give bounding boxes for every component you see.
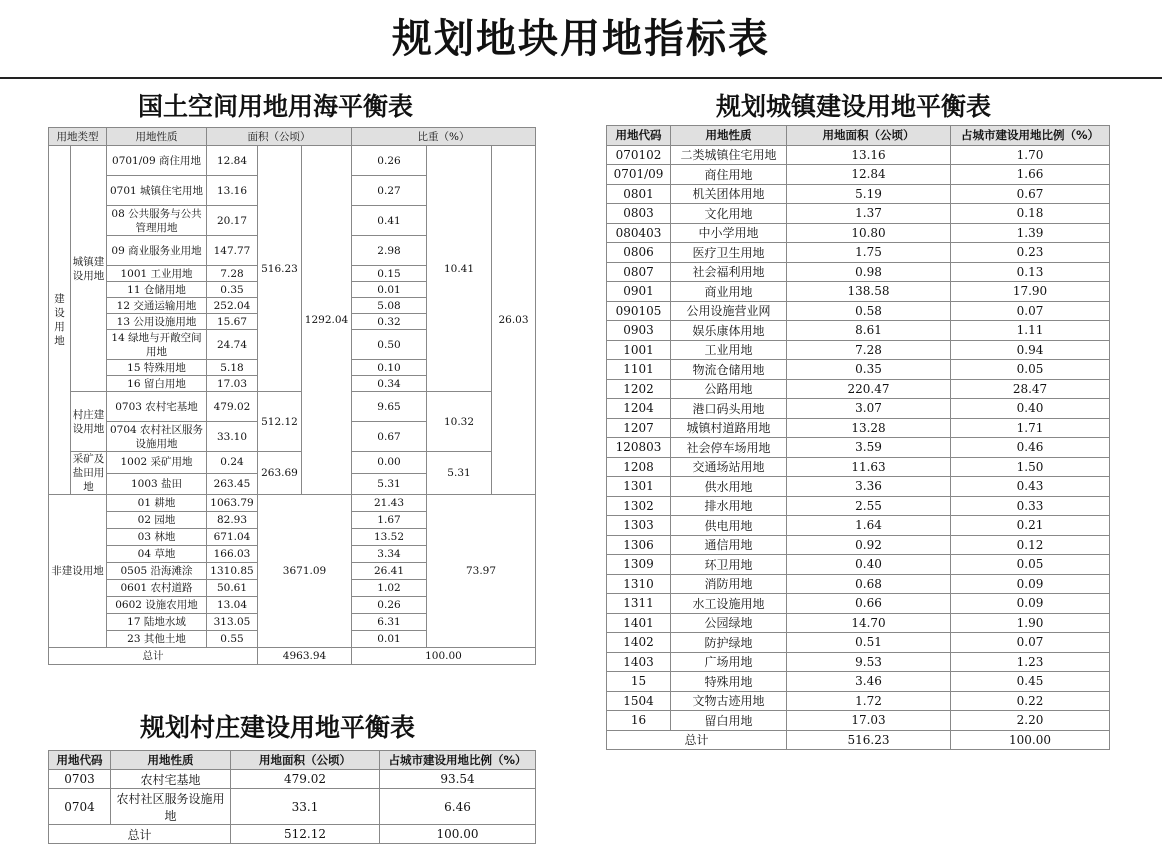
land-use-nature: 17 陆地水域 — [107, 614, 207, 631]
land-use-ratio: 1.02 — [352, 580, 427, 597]
table-row — [49, 495, 536, 512]
land-use-nature: 1001 工业用地 — [107, 266, 207, 282]
total-area: 516.23 — [787, 730, 951, 750]
total-ratio: 100.00 — [380, 825, 536, 844]
land-balance-title: 国土空间用地用海平衡表 — [138, 92, 414, 121]
table-row — [607, 360, 1110, 380]
urban-name-cell: 商住用地 — [671, 165, 787, 185]
table-row — [607, 301, 1110, 321]
urban-ratio-cell: 0.22 — [951, 691, 1110, 711]
land-use-area: 12.84 — [207, 146, 258, 176]
land-use-ratio: 3.34 — [352, 546, 427, 563]
urban-ratio-cell: 0.40 — [951, 399, 1110, 419]
village-name-cell: 农村社区服务设施用地 — [111, 789, 231, 825]
land-use-nature: 0601 农村道路 — [107, 580, 207, 597]
land-use-area: 17.03 — [207, 376, 258, 392]
urban-ratio-cell: 0.23 — [951, 243, 1110, 263]
table-row — [607, 672, 1110, 692]
table-row — [49, 392, 536, 422]
table-row — [607, 340, 1110, 360]
total-area: 4963.94 — [258, 648, 352, 665]
land-use-nature: 0703 农村宅基地 — [107, 392, 207, 422]
land-use-area: 0.35 — [207, 282, 258, 298]
village-header-ratio: 占城市建设用地比例（%） — [380, 751, 536, 770]
village-header-code: 用地代码 — [49, 751, 111, 770]
urban-area-cell: 3.59 — [787, 438, 951, 458]
land-use-nature: 09 商业服务业用地 — [107, 236, 207, 266]
group-label: 采矿及盐田用地 — [71, 452, 107, 495]
table-row — [607, 555, 1110, 575]
urban-area-cell: 220.47 — [787, 379, 951, 399]
land-use-area: 671.04 — [207, 529, 258, 546]
table-row — [49, 789, 536, 825]
urban-ratio-cell: 0.12 — [951, 535, 1110, 555]
village-header-area: 用地面积（公顷） — [231, 751, 380, 770]
land-use-nature: 0505 沿海滩涂 — [107, 563, 207, 580]
land-use-nature: 1002 采矿用地 — [107, 452, 207, 474]
urban-name-cell: 消防用地 — [671, 574, 787, 594]
table-row — [607, 184, 1110, 204]
table-row — [607, 223, 1110, 243]
land-use-area: 166.03 — [207, 546, 258, 563]
land-use-nature: 0701 城镇住宅用地 — [107, 176, 207, 206]
urban-name-cell: 社会停车场用地 — [671, 438, 787, 458]
land-use-area: 0.24 — [207, 452, 258, 474]
land-use-area: 5.18 — [207, 360, 258, 376]
land-use-nature: 04 草地 — [107, 546, 207, 563]
land-use-ratio: 0.34 — [352, 376, 427, 392]
urban-name-cell: 通信用地 — [671, 535, 787, 555]
urban-name-cell: 水工设施用地 — [671, 594, 787, 614]
urban-code-cell: 1310 — [607, 574, 671, 594]
urban-code-cell: 090105 — [607, 301, 671, 321]
village-ratio-cell: 93.54 — [380, 770, 536, 789]
urban-code-cell: 1202 — [607, 379, 671, 399]
urban-code-cell: 1403 — [607, 652, 671, 672]
land-use-area: 15.67 — [207, 314, 258, 330]
urban-area-cell: 13.28 — [787, 418, 951, 438]
urban-ratio-cell: 0.09 — [951, 594, 1110, 614]
urban-area-cell: 13.16 — [787, 145, 951, 165]
land-use-area: 20.17 — [207, 206, 258, 236]
urban-ratio-cell: 1.71 — [951, 418, 1110, 438]
urban-name-cell: 二类城镇住宅用地 — [671, 145, 787, 165]
urban-name-cell: 商业用地 — [671, 282, 787, 302]
urban-ratio-cell: 0.43 — [951, 477, 1110, 497]
urban-area-cell: 0.66 — [787, 594, 951, 614]
land-use-ratio: 26.41 — [352, 563, 427, 580]
table-row — [607, 438, 1110, 458]
urban-name-cell: 公园绿地 — [671, 613, 787, 633]
urban-code-cell: 1001 — [607, 340, 671, 360]
land-use-area: 13.04 — [207, 597, 258, 614]
urban-code-cell: 15 — [607, 672, 671, 692]
table-row — [49, 770, 536, 789]
non-construction-area-subtotal: 3671.09 — [258, 495, 352, 648]
urban-header-code: 用地代码 — [607, 126, 671, 146]
land-use-ratio: 0.50 — [352, 330, 427, 360]
land-use-nature: 08 公共服务与公共管理用地 — [107, 206, 207, 236]
table-row — [607, 516, 1110, 536]
urban-name-cell: 城镇村道路用地 — [671, 418, 787, 438]
land-header-ratio: 比重（%） — [352, 128, 536, 146]
urban-name-cell: 公路用地 — [671, 379, 787, 399]
table-row — [607, 457, 1110, 477]
urban-ratio-cell: 0.09 — [951, 574, 1110, 594]
urban-ratio-cell: 0.05 — [951, 360, 1110, 380]
urban-header-area: 用地面积（公顷） — [787, 126, 951, 146]
total-row — [49, 825, 536, 844]
urban-area-cell: 1.37 — [787, 204, 951, 224]
urban-code-cell: 0801 — [607, 184, 671, 204]
urban-area-cell: 10.80 — [787, 223, 951, 243]
table-row — [607, 477, 1110, 497]
land-use-nature: 11 仓储用地 — [107, 282, 207, 298]
land-use-nature: 14 绿地与开敞空间用地 — [107, 330, 207, 360]
land-use-nature: 23 其他土地 — [107, 631, 207, 648]
land-use-ratio: 0.01 — [352, 282, 427, 298]
land-use-nature: 03 林地 — [107, 529, 207, 546]
urban-header-ratio: 占城市建设用地比例（%） — [951, 126, 1110, 146]
urban-name-cell: 医疗卫生用地 — [671, 243, 787, 263]
urban-area-cell: 2.55 — [787, 496, 951, 516]
urban-ratio-cell: 0.07 — [951, 301, 1110, 321]
urban-ratio-cell: 0.05 — [951, 555, 1110, 575]
land-use-ratio: 6.31 — [352, 614, 427, 631]
urban-name-cell: 交通场站用地 — [671, 457, 787, 477]
total-ratio: 100.00 — [951, 730, 1110, 750]
urban-ratio-cell: 1.11 — [951, 321, 1110, 341]
land-use-ratio: 5.31 — [352, 473, 427, 495]
urban-area-cell: 8.61 — [787, 321, 951, 341]
group-area-subtotal: 512.12 — [258, 392, 302, 452]
land-use-area: 252.04 — [207, 298, 258, 314]
urban-area-cell: 5.19 — [787, 184, 951, 204]
group-label: 城镇建设用地 — [71, 146, 107, 392]
land-use-ratio: 1.67 — [352, 512, 427, 529]
table-row — [607, 165, 1110, 185]
urban-area-cell: 3.46 — [787, 672, 951, 692]
urban-area-cell: 0.40 — [787, 555, 951, 575]
urban-name-cell: 港口码头用地 — [671, 399, 787, 419]
table-row — [607, 418, 1110, 438]
land-use-area: 50.61 — [207, 580, 258, 597]
table-row — [607, 691, 1110, 711]
land-use-nature: 0701/09 商住用地 — [107, 146, 207, 176]
land-use-nature: 01 耕地 — [107, 495, 207, 512]
urban-area-cell: 7.28 — [787, 340, 951, 360]
urban-ratio-cell: 0.13 — [951, 262, 1110, 282]
land-use-ratio: 9.65 — [352, 392, 427, 422]
land-use-ratio: 0.00 — [352, 452, 427, 474]
table-row — [607, 574, 1110, 594]
urban-name-cell: 娱乐康体用地 — [671, 321, 787, 341]
urban-area-cell: 0.92 — [787, 535, 951, 555]
urban-ratio-cell: 1.23 — [951, 652, 1110, 672]
total-area: 512.12 — [231, 825, 380, 844]
urban-ratio-cell: 0.33 — [951, 496, 1110, 516]
urban-area-cell: 0.98 — [787, 262, 951, 282]
urban-ratio-cell: 0.18 — [951, 204, 1110, 224]
urban-code-cell: 1207 — [607, 418, 671, 438]
urban-area-cell: 11.63 — [787, 457, 951, 477]
urban-code-cell: 0901 — [607, 282, 671, 302]
urban-code-cell: 0807 — [607, 262, 671, 282]
table-row — [607, 594, 1110, 614]
urban-area-cell: 3.36 — [787, 477, 951, 497]
construction-area-subtotal: 1292.04 — [302, 146, 352, 495]
urban-code-cell: 070102 — [607, 145, 671, 165]
urban-area-cell: 9.53 — [787, 652, 951, 672]
land-use-ratio: 0.41 — [352, 206, 427, 236]
urban-code-cell: 1402 — [607, 633, 671, 653]
land-use-ratio: 5.08 — [352, 298, 427, 314]
urban-code-cell: 1208 — [607, 457, 671, 477]
land-use-nature: 16 留白用地 — [107, 376, 207, 392]
village-area-cell: 33.1 — [231, 789, 380, 825]
urban-code-cell: 120803 — [607, 438, 671, 458]
land-use-ratio: 21.43 — [352, 495, 427, 512]
land-use-area: 147.77 — [207, 236, 258, 266]
table-row — [607, 399, 1110, 419]
land-use-nature: 0602 设施农用地 — [107, 597, 207, 614]
urban-header-nature: 用地性质 — [671, 126, 787, 146]
land-use-area: 24.74 — [207, 330, 258, 360]
urban-area-cell: 138.58 — [787, 282, 951, 302]
urban-ratio-cell: 17.90 — [951, 282, 1110, 302]
table-row — [607, 145, 1110, 165]
table-row — [607, 379, 1110, 399]
urban-ratio-cell: 1.66 — [951, 165, 1110, 185]
urban-code-cell: 1204 — [607, 399, 671, 419]
land-use-nature: 0704 农村社区服务设施用地 — [107, 422, 207, 452]
group-area-subtotal: 516.23 — [258, 146, 302, 392]
urban-name-cell: 物流仓储用地 — [671, 360, 787, 380]
land-use-ratio: 0.67 — [352, 422, 427, 452]
land-use-area: 1310.85 — [207, 563, 258, 580]
land-use-area: 313.05 — [207, 614, 258, 631]
land-use-ratio: 0.10 — [352, 360, 427, 376]
urban-area-cell: 1.64 — [787, 516, 951, 536]
table-row — [49, 146, 536, 176]
urban-code-cell: 1504 — [607, 691, 671, 711]
land-header-type: 用地类型 — [49, 128, 107, 146]
land-header-area: 面积（公顷） — [207, 128, 352, 146]
urban-code-cell: 080403 — [607, 223, 671, 243]
non-construction-ratio-subtotal: 73.97 — [427, 495, 536, 648]
land-use-ratio: 0.32 — [352, 314, 427, 330]
urban-code-cell: 16 — [607, 711, 671, 731]
land-use-ratio: 0.26 — [352, 146, 427, 176]
village-ratio-cell: 6.46 — [380, 789, 536, 825]
land-use-ratio: 0.01 — [352, 631, 427, 648]
land-use-area: 1063.79 — [207, 495, 258, 512]
urban-area-cell: 1.72 — [787, 691, 951, 711]
urban-ratio-cell: 0.94 — [951, 340, 1110, 360]
group-ratio-subtotal: 5.31 — [427, 452, 492, 495]
urban-name-cell: 环卫用地 — [671, 555, 787, 575]
urban-name-cell: 排水用地 — [671, 496, 787, 516]
urban-ratio-cell: 28.47 — [951, 379, 1110, 399]
urban-name-cell: 社会福利用地 — [671, 262, 787, 282]
urban-area-cell: 14.70 — [787, 613, 951, 633]
title-divider — [0, 77, 1162, 79]
urban-balance-table — [606, 125, 1110, 750]
table-row — [49, 452, 536, 474]
urban-code-cell: 1311 — [607, 594, 671, 614]
urban-ratio-cell: 1.50 — [951, 457, 1110, 477]
construction-category-label: 建设用地 — [49, 146, 71, 495]
land-use-area: 263.45 — [207, 473, 258, 495]
land-use-nature: 1003 盐田 — [107, 473, 207, 495]
urban-code-cell: 1301 — [607, 477, 671, 497]
total-label: 总计 — [49, 825, 231, 844]
village-balance-table — [48, 750, 536, 844]
urban-ratio-cell: 0.21 — [951, 516, 1110, 536]
group-label: 村庄建设用地 — [71, 392, 107, 452]
urban-code-cell: 1101 — [607, 360, 671, 380]
urban-area-cell: 12.84 — [787, 165, 951, 185]
urban-name-cell: 特殊用地 — [671, 672, 787, 692]
urban-code-cell: 1302 — [607, 496, 671, 516]
urban-ratio-cell: 1.39 — [951, 223, 1110, 243]
land-use-area: 0.55 — [207, 631, 258, 648]
table-row — [607, 204, 1110, 224]
table-row — [607, 613, 1110, 633]
total-label: 总计 — [49, 648, 258, 665]
urban-name-cell: 中小学用地 — [671, 223, 787, 243]
land-balance-table — [48, 127, 536, 665]
non-construction-category-label: 非建设用地 — [49, 495, 107, 648]
urban-name-cell: 文物古迹用地 — [671, 691, 787, 711]
land-header-nature: 用地性质 — [107, 128, 207, 146]
urban-name-cell: 公用设施营业网 — [671, 301, 787, 321]
table-row — [607, 496, 1110, 516]
total-row — [49, 648, 536, 665]
urban-code-cell: 0701/09 — [607, 165, 671, 185]
total-row — [607, 730, 1110, 750]
land-use-nature: 12 交通运输用地 — [107, 298, 207, 314]
land-use-area: 7.28 — [207, 266, 258, 282]
urban-code-cell: 1401 — [607, 613, 671, 633]
urban-ratio-cell: 0.46 — [951, 438, 1110, 458]
village-code-cell: 0703 — [49, 770, 111, 789]
urban-name-cell: 留白用地 — [671, 711, 787, 731]
table-row — [607, 633, 1110, 653]
urban-code-cell: 1306 — [607, 535, 671, 555]
village-header-nature: 用地性质 — [111, 751, 231, 770]
urban-ratio-cell: 1.90 — [951, 613, 1110, 633]
table-row — [607, 321, 1110, 341]
urban-name-cell: 供电用地 — [671, 516, 787, 536]
village-code-cell: 0704 — [49, 789, 111, 825]
table-row — [607, 243, 1110, 263]
urban-name-cell: 供水用地 — [671, 477, 787, 497]
land-use-ratio: 0.27 — [352, 176, 427, 206]
urban-area-cell: 1.75 — [787, 243, 951, 263]
construction-ratio-subtotal: 26.03 — [492, 146, 536, 495]
land-use-area: 33.10 — [207, 422, 258, 452]
land-use-area: 479.02 — [207, 392, 258, 422]
village-area-cell: 479.02 — [231, 770, 380, 789]
table-row — [607, 652, 1110, 672]
land-use-nature: 02 园地 — [107, 512, 207, 529]
urban-area-cell: 0.68 — [787, 574, 951, 594]
land-use-ratio: 0.26 — [352, 597, 427, 614]
land-use-nature: 13 公用设施用地 — [107, 314, 207, 330]
urban-code-cell: 0803 — [607, 204, 671, 224]
urban-ratio-cell: 0.45 — [951, 672, 1110, 692]
land-use-area: 13.16 — [207, 176, 258, 206]
urban-code-cell: 1303 — [607, 516, 671, 536]
urban-area-cell: 0.58 — [787, 301, 951, 321]
urban-ratio-cell: 1.70 — [951, 145, 1110, 165]
table-row — [607, 282, 1110, 302]
table-row — [607, 711, 1110, 731]
land-use-area: 82.93 — [207, 512, 258, 529]
urban-ratio-cell: 2.20 — [951, 711, 1110, 731]
table-row — [607, 535, 1110, 555]
table-row — [607, 262, 1110, 282]
urban-name-cell: 广场用地 — [671, 652, 787, 672]
urban-name-cell: 工业用地 — [671, 340, 787, 360]
urban-area-cell: 0.51 — [787, 633, 951, 653]
page-title: 规划地块用地指标表 — [392, 16, 770, 62]
urban-code-cell: 0903 — [607, 321, 671, 341]
urban-code-cell: 1309 — [607, 555, 671, 575]
urban-name-cell: 文化用地 — [671, 204, 787, 224]
village-balance-title: 规划村庄建设用地平衡表 — [140, 713, 416, 742]
total-label: 总计 — [607, 730, 787, 750]
land-use-ratio: 0.15 — [352, 266, 427, 282]
group-ratio-subtotal: 10.41 — [427, 146, 492, 392]
urban-ratio-cell: 0.07 — [951, 633, 1110, 653]
urban-area-cell: 17.03 — [787, 711, 951, 731]
group-ratio-subtotal: 10.32 — [427, 392, 492, 452]
land-use-nature: 15 特殊用地 — [107, 360, 207, 376]
urban-area-cell: 0.35 — [787, 360, 951, 380]
urban-ratio-cell: 0.67 — [951, 184, 1110, 204]
group-area-subtotal: 263.69 — [258, 452, 302, 495]
land-use-ratio: 2.98 — [352, 236, 427, 266]
urban-area-cell: 3.07 — [787, 399, 951, 419]
urban-name-cell: 机关团体用地 — [671, 184, 787, 204]
urban-name-cell: 防护绿地 — [671, 633, 787, 653]
urban-balance-title: 规划城镇建设用地平衡表 — [716, 92, 992, 121]
urban-code-cell: 0806 — [607, 243, 671, 263]
village-name-cell: 农村宅基地 — [111, 770, 231, 789]
land-use-ratio: 13.52 — [352, 529, 427, 546]
total-ratio: 100.00 — [352, 648, 536, 665]
